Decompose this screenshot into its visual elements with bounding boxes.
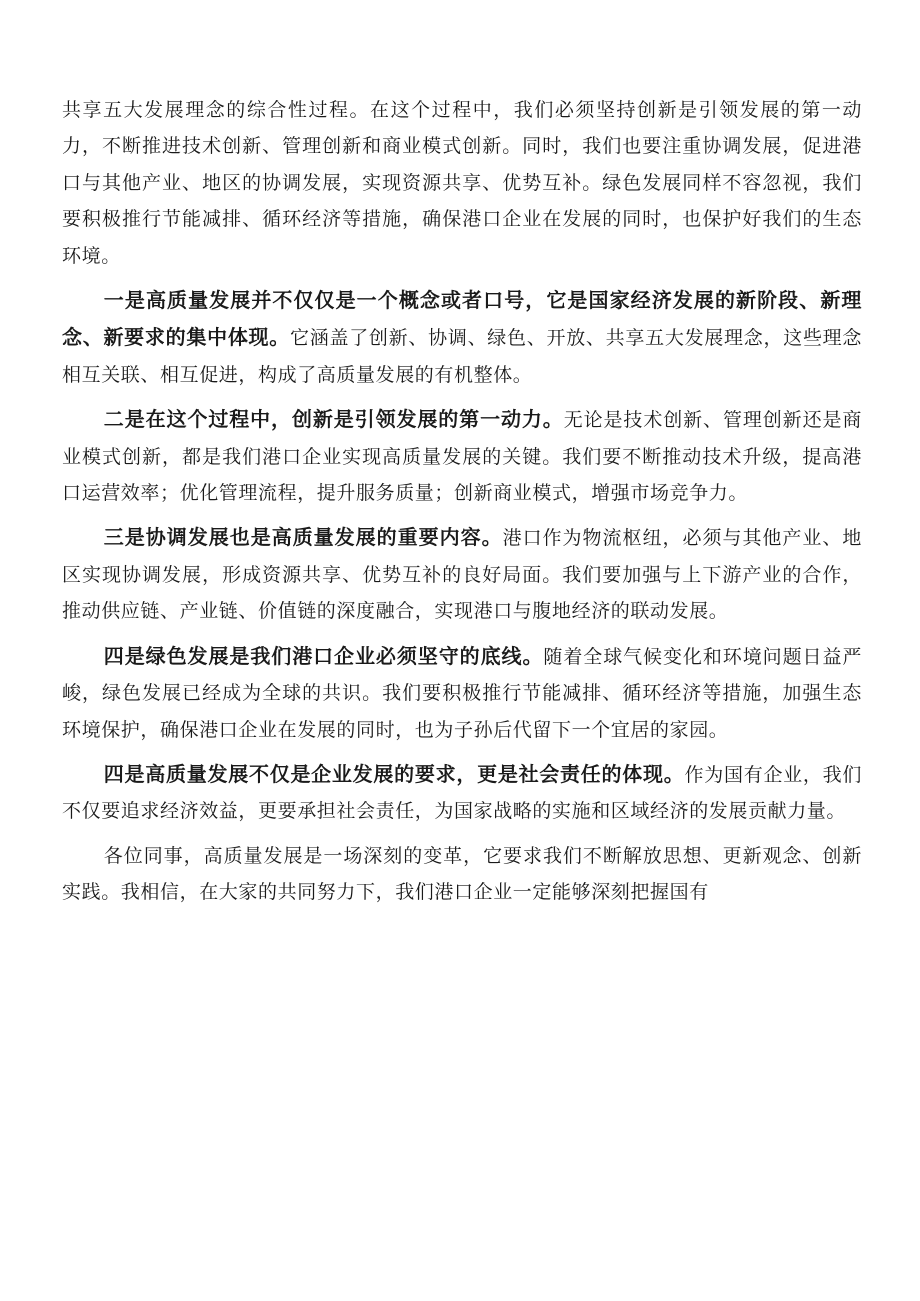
paragraph-text: 它涵盖了创新、协调、绿色、开放、共享五大发展理念，这些理念相互关联、相互促进，构成了高质量发展的有机整体。 bbox=[62, 327, 862, 386]
paragraph-text: 各位同事，高质量发展是一场深刻的变革，它要求我们不断解放思想、更新观念、创新实践。我相信，在大家的共同努力下，我们港口企业一定能够深刻把握国有 bbox=[62, 844, 862, 904]
paragraph-closing bbox=[62, 838, 862, 911]
document-page bbox=[62, 92, 862, 919]
paragraph-intro-continuation bbox=[62, 92, 862, 274]
paragraph-point-1 bbox=[62, 282, 862, 393]
paragraph-text: 作为国有企业，我们不仅要追求经济效益，更要承担社会责任，为国家战略的实施和区域经济的发展贡献力量。 bbox=[62, 763, 862, 823]
paragraph-point-4 bbox=[62, 638, 862, 748]
paragraph-text: 无论是技术创新、管理创新还是商业模式创新，都是我们港口企业实现高质量发展的关键。我们要不断推动技术升级，提高港口运营效率；优化管理流程，提升服务质量；创新商业模式，增强市场竞争力。 bbox=[62, 409, 862, 505]
paragraph-lead: 三是协调发展也是高质量发展的重要内容。 bbox=[103, 525, 503, 550]
paragraph-text: 共享五大发展理念的综合性过程。在这个过程中，我们必须坚持创新是引领发展的第一动力，不断推进技术创新、管理创新和商业模式创新。同时，我们也要注重协调发展，促进港口与其他产业、地区的协调发展，实现资源共享、优势互补。绿色发展同样不容忽视，我们要积极推行节能减排、循环经济等措施，确保港口企业在发展的同时，也保护好我们的生态环境。 bbox=[62, 99, 862, 267]
paragraph-lead: 四是高质量发展不仅是企业发展的要求，更是社会责任的体现。 bbox=[103, 761, 685, 786]
paragraph-point-3 bbox=[62, 519, 862, 629]
paragraph-point-5 bbox=[62, 756, 862, 830]
paragraph-text: 港口作为物流枢纽，必须与其他产业、地区实现协调发展，形成资源共享、优势互补的良好局面。我们要加强与上下游产业的合作，推动供应链、产业链、价值链的深度融合，实现港口与腹地经济的联动发展。 bbox=[62, 527, 862, 623]
paragraph-text: 随着全球气候变化和环境问题日益严峻，绿色发展已经成为全球的共识。我们要积极推行节能减排、循环经济等措施，加强生态环境保护，确保港口企业在发展的同时，也为子孙后代留下一个宜居的家园。 bbox=[62, 645, 862, 741]
paragraph-lead: 四是绿色发展是我们港口企业必须坚守的底线。 bbox=[103, 643, 544, 668]
paragraph-lead: 一是高质量发展并不仅仅是一个概念或者口号，它是国家经济发展的新阶段、新理念、新要求的集中体现。 bbox=[62, 288, 862, 350]
paragraph-point-2 bbox=[62, 401, 862, 511]
paragraph-lead: 二是在这个过程中，创新是引领发展的第一动力。 bbox=[103, 407, 564, 432]
